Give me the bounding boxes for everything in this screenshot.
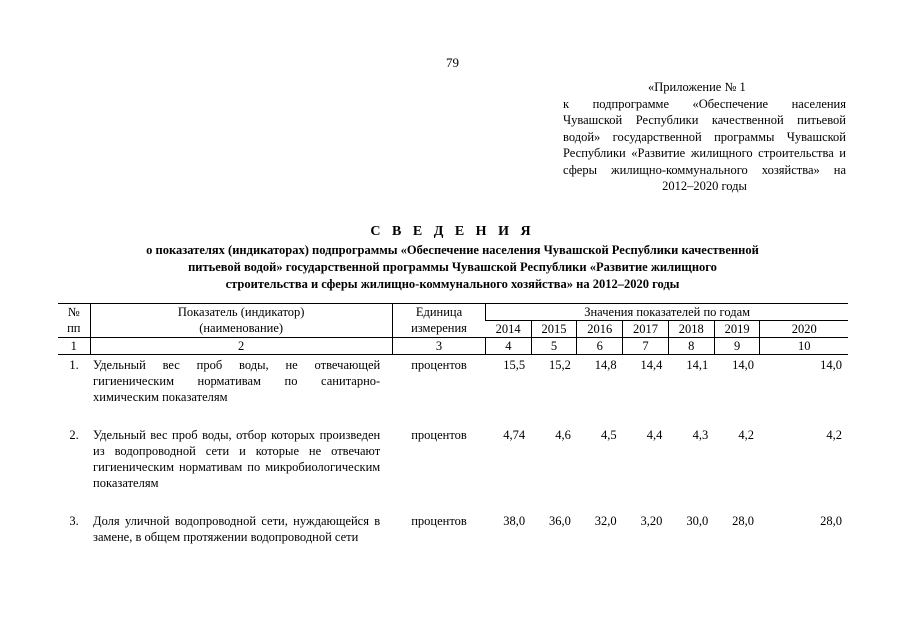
appendix-note bbox=[563, 79, 846, 195]
row-value: 4,2 bbox=[826, 428, 842, 442]
column-number: 7 bbox=[623, 338, 669, 355]
column-number: 3 bbox=[392, 338, 486, 355]
row-number: 3. bbox=[69, 514, 79, 528]
header-year: 2019 bbox=[714, 321, 760, 338]
header-values-group: Значения показателей по годам bbox=[486, 304, 848, 321]
appendix-body: к подпрограмме «Обеспечение населения Чувашской Республики качественной питьевой водой» государственной программы Чувашской Республики «Развитие жилищного строительства и сферы жилищно-коммунального хозяйства» на 2012–2020 годы bbox=[563, 96, 846, 193]
row-value: 4,5 bbox=[601, 428, 617, 442]
column-number: 5 bbox=[531, 338, 577, 355]
indicators-table bbox=[58, 303, 848, 565]
row-value: 4,2 bbox=[738, 428, 754, 442]
row-indicator: Удельный вес проб воды, не отвечающей гигиеническим нормативам по санитарно-химическим показателям bbox=[93, 358, 381, 404]
row-value: 28,0 bbox=[732, 514, 754, 528]
header-indicator-line2: (наименование) bbox=[199, 321, 284, 335]
header-num bbox=[58, 304, 90, 338]
header-year: 2020 bbox=[760, 321, 848, 338]
row-value: 4,74 bbox=[503, 428, 526, 442]
document-heading bbox=[0, 223, 905, 293]
row-value: 14,8 bbox=[594, 358, 617, 372]
row-value: 14,0 bbox=[820, 358, 842, 372]
row-value: 36,0 bbox=[548, 514, 571, 528]
header-indicator bbox=[90, 304, 392, 338]
column-number: 8 bbox=[668, 338, 714, 355]
header-unit-line1: Единица bbox=[415, 305, 463, 319]
heading-subtitle-line: строительства и сферы жилищно-коммунального хозяйства» на 2012–2020 годы bbox=[225, 277, 680, 291]
row-value: 15,5 bbox=[503, 358, 526, 372]
header-year: 2014 bbox=[486, 321, 531, 338]
row-value: 32,0 bbox=[594, 514, 617, 528]
header-year: 2016 bbox=[577, 321, 623, 338]
header-unit bbox=[392, 304, 486, 338]
header-num-line2: пп bbox=[67, 321, 81, 335]
table-row bbox=[58, 511, 848, 565]
column-number: 10 bbox=[760, 338, 848, 355]
row-unit: процентов bbox=[411, 358, 467, 372]
row-unit: процентов bbox=[411, 514, 467, 528]
column-number: 6 bbox=[577, 338, 623, 355]
page-number: 79 bbox=[446, 55, 459, 70]
table-row bbox=[58, 425, 848, 511]
row-value: 14,4 bbox=[640, 358, 663, 372]
row-unit: процентов bbox=[411, 428, 467, 442]
column-number: 2 bbox=[90, 338, 392, 355]
header-indicator-line1: Показатель (индикатор) bbox=[177, 305, 305, 319]
column-number: 4 bbox=[486, 338, 531, 355]
column-number: 9 bbox=[714, 338, 760, 355]
header-unit-line2: измерения bbox=[411, 321, 467, 335]
row-indicator: Удельный вес проб воды, отбор которых произведен из водопроводной сети и которые не отвечают гигиеническим нормативам по микробиологическим показателям bbox=[93, 428, 381, 490]
row-value: 4,4 bbox=[646, 428, 663, 442]
header-num-line1: № bbox=[67, 305, 80, 319]
row-value: 3,20 bbox=[640, 514, 663, 528]
header-year: 2018 bbox=[668, 321, 714, 338]
row-value: 14,1 bbox=[686, 358, 709, 372]
header-year: 2017 bbox=[623, 321, 669, 338]
row-value: 4,6 bbox=[555, 428, 571, 442]
row-value: 4,3 bbox=[692, 428, 709, 442]
row-value: 14,0 bbox=[732, 358, 754, 372]
row-value: 28,0 bbox=[820, 514, 842, 528]
heading-subtitle-line: питьевой водой» государственной программы Чувашской Республики «Развитие жилищного bbox=[188, 260, 717, 274]
table-row bbox=[58, 355, 848, 426]
row-value: 38,0 bbox=[503, 514, 526, 528]
heading-title: С В Е Д Е Н И Я bbox=[370, 224, 535, 239]
header-year: 2015 bbox=[531, 321, 577, 338]
row-number: 1. bbox=[69, 358, 79, 372]
row-number: 2. bbox=[69, 428, 79, 442]
row-value: 15,2 bbox=[548, 358, 571, 372]
heading-subtitle bbox=[0, 242, 905, 293]
heading-subtitle-line: о показателях (индикаторах) подпрограммы «Обеспечение населения Чувашской Республики качественной bbox=[146, 243, 759, 257]
row-value: 30,0 bbox=[686, 514, 709, 528]
row-indicator: Доля уличной водопроводной сети, нуждающейся в замене, в общем протяжении водопроводной сети bbox=[93, 514, 381, 544]
appendix-title: «Приложение № 1 bbox=[648, 80, 746, 94]
column-number: 1 bbox=[58, 338, 90, 355]
